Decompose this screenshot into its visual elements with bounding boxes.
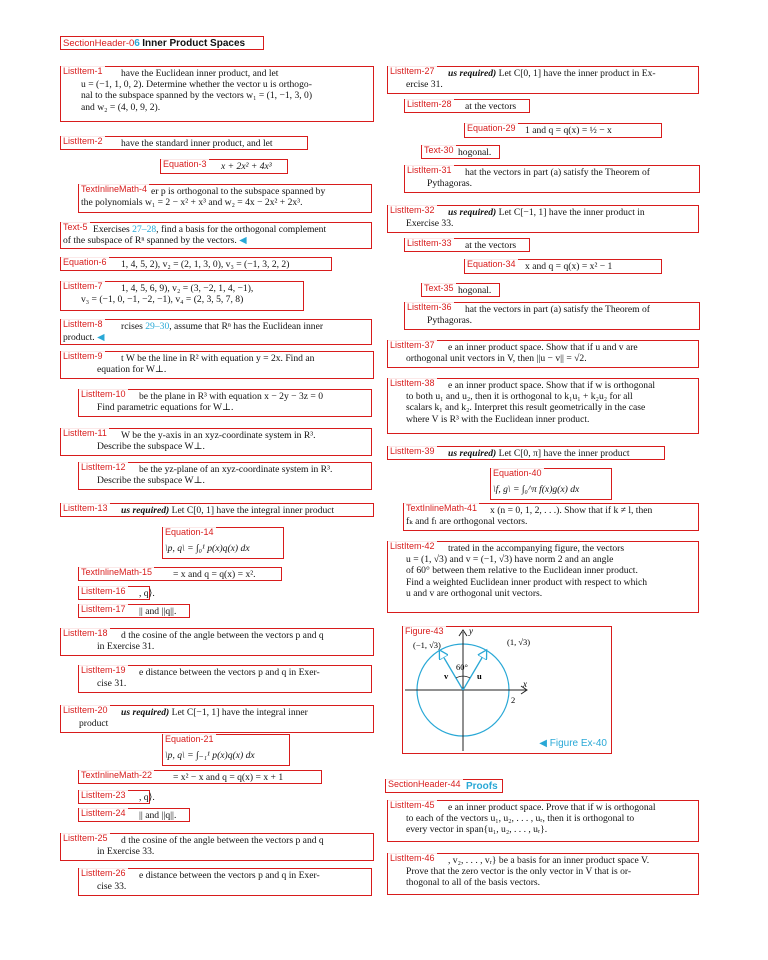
box-label: ListItem-31 [407,165,452,175]
figure-caption [539,738,607,749]
t5-link[interactable]: 27–28 [132,224,157,235]
box-label: ListItem-39 [390,446,435,456]
list-item-16 [78,586,155,600]
list-item-11 [60,428,372,456]
y-label: y [469,626,473,636]
chapter-number: 6 [134,38,140,49]
li18-line1: d the cosine of the angle between the vectors p and q [121,630,324,641]
box-label: TextInlineMath-15 [81,567,153,577]
u-label: u [477,671,482,681]
box-label: ListItem-33 [407,238,452,248]
list-item-18 [60,628,374,656]
li32-text: Let C[−1, 1] have the inner product in [498,207,645,218]
box-label: Equation-29 [467,123,516,133]
text-30 [421,145,500,159]
list-item-23 [78,790,155,804]
li46-line1: , v₂, . . . , vᵣ} be a basis for an inner product space V. [448,855,650,866]
tim4-line2: the polynomials w₁ = 2 − x² + x³ and w₂ = 4x − 2x² + 2x³. [81,197,303,209]
li46-line3: thogonal to all of the basis vectors. [406,877,541,889]
li37-line2: orthogonal unit vectors in V, then ||u − v|| = √2. [406,353,587,365]
li36-line2: Pythagoras. [427,315,473,327]
li46-line2: Prove that the zero vector is the only vector in V that is or- [406,866,632,878]
figure-43 [402,626,612,754]
li32-line2: Exercise 33. [406,218,454,230]
li8-text2: , assume that Rⁿ has the Euclidean inner [169,321,324,332]
li31-line1: hat the vectors in part (a) satisfy the Theorem of [465,167,650,178]
text-35 [421,283,500,297]
x-label: x [523,679,527,689]
li42-line5: u and v are orthogonal unit vectors. [406,587,543,599]
radius-label: 2 [511,695,516,705]
li45-line3: every vector in span{u₁, u₂, . . . , uᵣ}. [406,824,548,836]
t5-text2: , find a basis for the orthogonal complement [156,224,327,235]
list-item-28 [404,99,530,113]
li9-line2: equation for W⊥. [97,364,167,376]
li31-line2: Pythagoras. [427,178,473,190]
box-label: ListItem-10 [81,389,126,399]
point-right-label: (1, √3) [507,637,531,647]
eq29-text: 1 and q = q(x) = ½ − x [525,125,612,136]
eq6-text: 1, 4, 5, 2), v₂ = (2, 1, 3, 0), v₃ = (−1, 3, 2, 2) [121,259,290,270]
li20-line2: product [79,718,109,730]
li12-line1: be the yz-plane of an xyz-coordinate system in R³. [139,464,333,475]
t5-line2: of the subspace of Rⁿ spanned by the vectors. [63,235,237,247]
box-label: ListItem-20 [63,705,108,715]
tim15-text: = x and q = q(x) = x². [173,569,256,580]
list-item-26 [78,868,372,896]
equation-34 [464,259,662,274]
li27-text: Let C[0, 1] have the inner product in Ex- [498,68,656,79]
t35-text: hogonal. [458,285,492,296]
li17-text: || and ||q||. [139,606,177,617]
li39-text: Let C[0, π] have the inner product [498,448,630,459]
t30-text: hogonal. [458,147,492,158]
text-inline-math-4 [78,184,372,213]
caption-arrow-icon[interactable]: ◀ [539,737,550,749]
box-label: ListItem-9 [63,351,103,361]
list-item-10 [78,389,372,417]
section-header [60,36,264,50]
li25-line1: d the cosine of the angle between the vectors p and q [121,835,324,846]
li8-text: rcises [121,321,143,332]
list-item-7 [60,281,304,311]
box-label: ListItem-2 [63,136,103,146]
li42-line2: u = (1, √3) and v = (−1, √3) have norm 2 and an angle [406,554,614,566]
back-arrow-icon[interactable]: ◀ [239,235,247,247]
box-label: Equation-21 [165,734,214,744]
li27-emph: us required) [448,68,497,79]
list-item-37 [387,340,699,368]
li42-line1: trated in the accompanying figure, the vectors [448,543,625,554]
box-label: TextInlineMath-4 [81,184,148,194]
list-item-2 [60,136,308,150]
section-header-label: SectionHeader-0 [63,38,135,49]
box-label: Equation-40 [493,468,542,478]
li10-line1: be the plane in R³ with equation x − 2y − 3z = 0 [139,391,324,402]
text-inline-math-15 [78,567,282,581]
list-item-19 [78,665,372,693]
list-item-31 [404,165,700,193]
li20-emph: us required) [121,707,170,718]
li18-line2: in Exercise 31. [97,641,155,653]
li42-line4: Find a weighted Euclidean inner product with respect to which [406,576,648,588]
vector-diagram [403,627,611,753]
box-label: ListItem-27 [390,66,435,76]
list-item-9 [60,351,374,379]
li38-line3: scalars k₁ and k₂. Interpret this result geometrically in the case [406,402,646,414]
li19-line1: e distance between the vectors p and q in Exer- [139,667,320,678]
li24-text: || and ||q||. [139,810,177,821]
chapter-title: Inner Product Spaces [142,38,246,49]
li11-line1: W be the y-axis in an xyz-coordinate system in R³. [121,430,316,441]
list-item-36 [404,302,700,330]
li45-line2: to each of the vectors u₁, u₂, . . . , uᵣ, then it is orthogonal to [406,813,635,825]
li1-line3: nal to the subspace spanned by the vectors w₁ = (1, −1, 3, 0) [81,90,313,102]
angle-label: 60° [456,662,468,672]
list-item-46 [387,853,699,895]
li1-line2: u = (−1, 1, 0, 2). Determine whether the vector u is orthogo- [81,79,312,91]
box-label: Figure-43 [405,626,444,636]
li36-line1: hat the vectors in part (a) satisfy the Theorem of [465,304,650,315]
list-item-45 [387,800,699,842]
equation-29 [464,123,662,138]
li39-emph: us required) [448,448,497,459]
li26-line2: cise 33. [97,881,127,893]
li28-text: at the vectors [465,101,517,112]
box-label: ListItem-18 [63,628,108,638]
li27-line2: ercise 31. [406,79,443,91]
box-label: ListItem-42 [390,541,435,551]
box-label: ListItem-13 [63,503,108,513]
box-label: ListItem-8 [63,319,103,329]
box-label: ListItem-16 [81,586,126,596]
li23-text: , q⟩. [139,792,155,803]
text-5 [60,222,372,249]
li26-line1: e distance between the vectors p and q in Exer- [139,870,320,881]
list-item-39 [387,446,665,460]
box-label: ListItem-17 [81,604,126,614]
li8-link[interactable]: 29–30 [145,321,170,332]
li16-text: , q⟩. [139,588,155,599]
box-label: ListItem-24 [81,808,126,818]
tim4-line1: er p is orthogonal to the subspace spanned by [151,186,326,197]
equation-14 [162,527,284,559]
proofs-heading: Proofs [466,781,498,792]
list-item-33 [404,238,530,252]
list-item-20 [60,705,374,733]
box-label: ListItem-12 [81,462,126,472]
equation-6 [60,257,332,271]
box-label: ListItem-46 [390,853,435,863]
box-label: ListItem-11 [63,428,107,438]
tim41-line2: fₖ and fₗ are orthogonal vectors. [406,516,528,528]
list-item-12 [78,462,372,490]
box-label: Equation-34 [467,259,516,269]
box-label: TextInlineMath-22 [81,770,153,780]
t5-text: Exercises [93,224,130,235]
list-item-27 [387,66,699,94]
list-item-1 [60,66,374,122]
list-item-13 [60,503,374,517]
list-item-38 [387,378,699,434]
li11-line2: Describe the subspace W⊥. [97,441,205,453]
li9-line1: t W be the line in R² with equation y = 2x. Find an [121,353,315,364]
tim41-line1: x (n = 0, 1, 2, . . .). Show that if k ≠ l, then [490,505,653,516]
list-item-17 [78,604,190,618]
li33-text: at the vectors [465,240,517,251]
box-label: SectionHeader-44 [388,779,461,789]
li25-line2: in Exercise 33. [97,846,155,858]
box-label: ListItem-19 [81,665,126,675]
box-label: TextInlineMath-41 [406,503,478,513]
box-label: ListItem-7 [63,281,103,291]
list-item-25 [60,833,374,861]
text-inline-math-41 [403,503,699,531]
figure-caption-text: Figure Ex-40 [549,737,607,749]
li38-line2: to both u₁ and u₂, then it is orthogonal to k₁u₁ + k₂u₂ for all [406,391,633,403]
box-label: Text-30 [424,145,454,155]
list-item-32 [387,205,699,233]
li7-line2: v₃ = (−1, 0, −1, −2, −1), v₄ = (2, 3, 5, 7, 8) [81,294,244,306]
box-label: Equation-14 [165,527,214,537]
list-item-24 [78,808,190,822]
list-item-8 [60,319,372,345]
text-inline-math-22 [78,770,322,784]
li38-line1: e an inner product space. Show that if w is orthogonal [448,380,656,391]
li13-text: Let C[0, 1] have the integral inner product [171,505,335,516]
eq34-text: x and q = q(x) = x² − 1 [525,261,613,272]
equation-3 [160,159,288,174]
box-label: ListItem-23 [81,790,126,800]
eq14-text: \p, q\ = ∫₀¹ p(x)q(x) dx [165,543,250,554]
box-label: ListItem-37 [390,340,435,350]
li2-line1: have the standard inner product, and let [121,138,273,149]
li42-line3: of 60° between them relative to the Euclidean inner product. [406,565,638,577]
box-label: ListItem-25 [63,833,108,843]
box-label: Text-35 [424,283,454,293]
box-label: ListItem-45 [390,800,435,810]
li20-text: Let C[−1, 1] have the integral inner [171,707,308,718]
box-label: ListItem-28 [407,99,452,109]
tim22-text: = x² − x and q = q(x) = x + 1 [173,772,284,783]
box-label: ListItem-36 [407,302,452,312]
li45-line1: e an inner product space. Prove that if w is orthogonal [448,802,656,813]
equation-40 [490,468,612,500]
box-label: ListItem-1 [63,66,103,76]
box-label: Equation-6 [63,257,107,267]
list-item-42 [387,541,699,613]
box-label: Text-5 [63,222,88,232]
box-label: ListItem-32 [390,205,435,215]
box-label: ListItem-26 [81,868,126,878]
li37-line1: e an inner product space. Show that if u and v are [448,342,638,353]
li19-line2: cise 31. [97,678,127,690]
box-label: Equation-3 [163,159,207,169]
li38-line4: where V is R³ with the Euclidean inner product. [406,413,590,425]
section-header-44 [385,779,503,793]
point-left-label: (−1, √3) [413,640,441,650]
v-label: v [444,671,449,681]
equation-21 [162,734,290,766]
li12-line2: Describe the subspace W⊥. [97,475,205,487]
li1-line1: have the Euclidean inner product, and let [121,68,279,79]
eq21-text: \p, q\ = ∫₋₁¹ p(x)q(x) dx [165,750,255,761]
li7-line1: 1, 4, 5, 6, 9), v₂ = (3, −2, 1, 4, −1), [121,283,254,294]
li8-line2: product. [63,332,95,344]
back-arrow-icon[interactable]: ◀ [97,332,105,344]
li1-line4: and w₂ = (4, 0, 9, 2). [81,101,161,113]
eq40-text: \f, g\ = ∫₀^π f(x)g(x) dx [493,484,580,495]
li10-line2: Find parametric equations for W⊥. [97,402,234,414]
eq3-text: x + 2x² + 4x³ [221,161,272,172]
box-label: ListItem-38 [390,378,435,388]
li32-emph: us required) [448,207,497,218]
li13-emph: us required) [121,505,170,516]
